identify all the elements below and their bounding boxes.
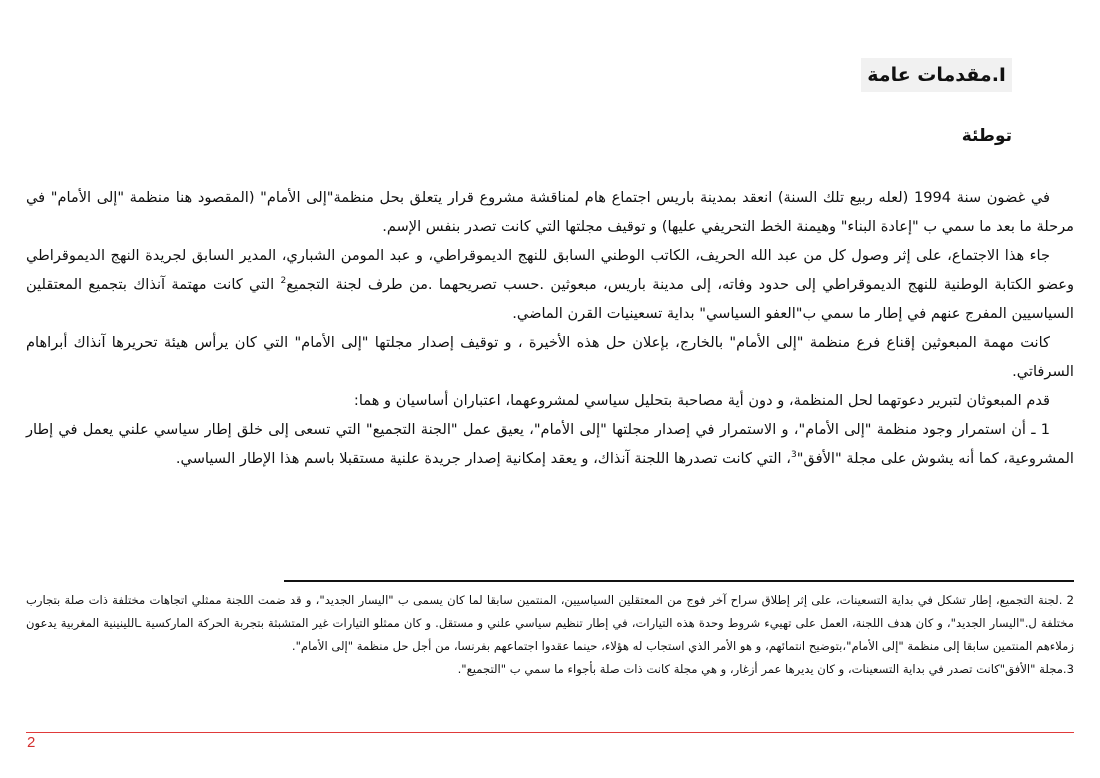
paragraph-2-text-a: جاء هذا الاجتماع، على إثر وصول كل من عبد الله الحريف، الكاتب الوطني السابق للنهج الديموقراطي، و عبد المومن الشباري، المدير السابق لجريدة النهج الديموقراطي وعضو الكتابة الوطنية للنهج الديموقراطي إلى حدود وفاته، إلى مدينة باريس، مبعوثين .حسب تصريحهما .من طرف لجنة التجميع	[26, 247, 1074, 293]
paragraph-5-text-a: 1 ـ أن استمرار وجود منظمة "إلى الأمام"، و الاستمرار في إصدار مجلتها "إلى الأمام"، يعيق عمل "الجنة التجميع" التي تسعى إلى خلق إطار سياسي علني يعمل في إطار المشروعية، كما أنه يشوش على مجلة "الأفق"	[26, 421, 1074, 467]
footnote-ref-2[interactable]: 2	[280, 276, 287, 287]
subtitle: توطئة	[961, 126, 1012, 146]
paragraph-1: في غضون سنة 1994 (لعله ربيع تلك السنة) انعقد بمدينة باريس اجتماع هام لمناقشة مشروع قرار يتعلق بحل منظمة"إلى الأمام" (المقصود هنا منظمة "إلى الأمام" في مرحلة ما بعد ما سمي ب "إعادة البناء" وهيمنة الخط التحريفي عليها) و توقيف مجلتها التي كانت تصدر بنفس الإسم.	[26, 189, 1074, 235]
paragraph-5-text-b: ، التي كانت تصدرها اللجنة آنذاك، و يعقد إمكانية إصدار جريدة علنية مستقبلا باسم هذا الإطار السياسي.	[175, 450, 791, 467]
body-text	[26, 183, 1074, 473]
paragraph-4: قدم المبعوثان لتبرير دعوتهما لحل المنظمة، و دون أية مصاحبة بتحليل سياسي لمشروعهما، اعتباران أساسيان و هما:	[353, 392, 1050, 409]
footnote-2: 2 .لجنة التجميع، إطار تشكل في بداية التسعينات، على إثر إطلاق سراح آخر فوج من المعتقلين السياسيين، المنتمين سابقا لما كان يسمى ب "اليسار الجديد"، و قد ضمت اللجنة ممثلي اتجاهات مختلفة ذات صلة بتجارب مختلفة ل."اليسار الجديد"، و كان هدف اللجنة، العمل على تهييء شروط وحدة هذه التيارات، في إطار تنظيم سياسي علني و مستقل. و كان ممثلو التيارات غير المتشبثة بتجربة الحركة الماركسية ـاللينينية المغربية يدعون زملاءهم المنتمين سابقا إلى منظمة "إلى الأمام"،بتوضيح انتمائهم، و هو الأمر الذي استجاب له هؤلاء، حينما عقدوا اجتماعهم بفرنسا، من أجل حل منظمة "إلى الأمام".	[26, 593, 1074, 653]
section-title: I.مقدمات عامة	[861, 58, 1012, 92]
page-footer-line	[26, 732, 1074, 733]
paragraph-2-text-b: التي كانت مهتمة آنذاك بتجميع المعتقلين السياسيين المفرج عنهم في إطار ما سمي ب"العفو السياسي" بداية تسعينيات القرن الماضي.	[26, 276, 1074, 322]
footnotes	[26, 589, 1074, 681]
paragraph-2	[26, 241, 1074, 328]
footnote-separator	[284, 580, 1074, 582]
paragraph-3: كانت مهمة المبعوثين إقناع فرع منظمة "إلى الأمام" بالخارج، بإعلان حل هذه الأخيرة ، و توقيف إصدار مجلتها "إلى الأمام" التي كان يرأس هيئة تحريرها آنذاك أبراهام السرفاتي.	[26, 334, 1074, 380]
footnote-ref-3[interactable]: 3	[790, 450, 797, 461]
page-number: 2	[27, 734, 36, 751]
footnote-3: 3.مجلة "الأفق"كانت تصدر في بداية التسعينات، و كان يديرها عمر أزغار، و هي مجلة كانت ذات صلة بأجواء ما سمي ب "التجميع".	[457, 662, 1074, 676]
paragraph-5	[26, 415, 1074, 473]
